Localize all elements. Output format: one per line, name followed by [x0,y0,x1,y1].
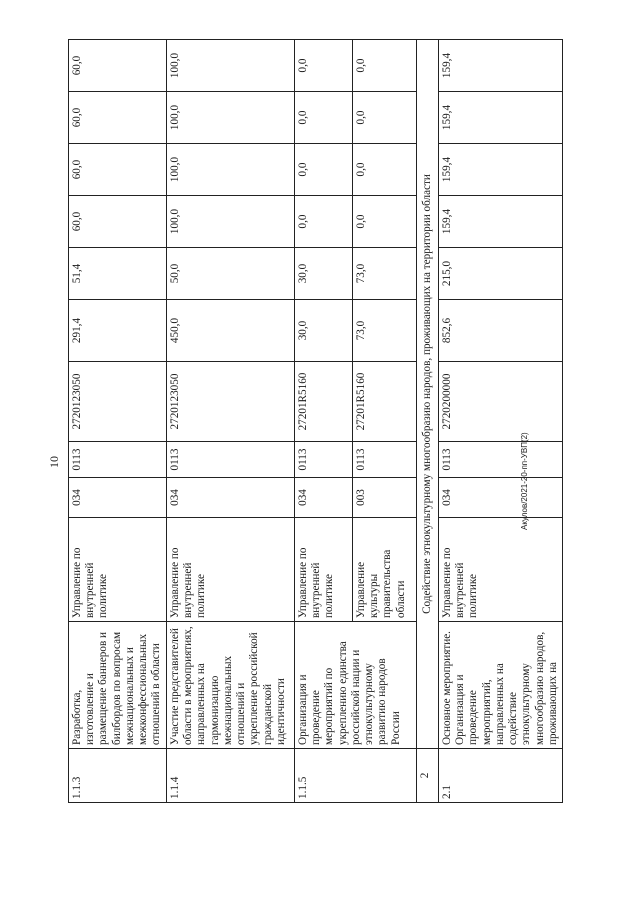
row-2025: 60,0 [69,40,167,92]
table-row [167,40,295,803]
row-2024: 0,0 [353,92,417,144]
page-number: 10 [47,456,61,468]
row-rz: 0113 [295,442,353,478]
row-csr: 2720123050 [69,362,167,442]
row-2022: 100,0 [167,196,295,248]
row-grbs: 034 [69,478,167,518]
row-2023: 60,0 [69,144,167,196]
row-2023: 0,0 [295,144,353,196]
table-row [69,40,167,803]
footer-code: Акулов/2021-20-пп-УВП(2) [520,432,529,530]
row-rz: 0113 [353,442,417,478]
row-total: 450,0 [167,300,295,362]
row-rz: 0113 [439,442,563,478]
row-rz: 0113 [69,442,167,478]
row-csr: 27201R5160 [295,362,353,442]
row-2022: 159,4 [439,196,563,248]
row-2021: 50,0 [167,248,295,300]
row-rz: 0113 [167,442,295,478]
row-total: 291,4 [69,300,167,362]
row-2022: 0,0 [353,196,417,248]
row-2025: 0,0 [353,40,417,92]
row-2023: 100,0 [167,144,295,196]
row-executor: Управление по внутренней политике [295,518,353,622]
section-title: Содействие этнокультурному многообразию народов, проживающих на территории области [417,40,439,749]
row-2021: 30,0 [295,248,353,300]
row-2021: 215,0 [439,248,563,300]
row-2023: 0,0 [353,144,417,196]
row-2025: 100,0 [167,40,295,92]
row-grbs: 034 [439,478,563,518]
row-number: 1.1.3 [69,749,167,803]
table-row [439,40,563,803]
row-2022: 0,0 [295,196,353,248]
row-executor: Управление культуры правительства области [353,518,417,622]
row-grbs: 034 [295,478,353,518]
row-2024: 100,0 [167,92,295,144]
row-name: Основное мероприятие. Организация и проведение мероприятий, направленных на содействие этнокультурному многообразию народов, проживающих на [439,622,563,749]
row-2021: 51,4 [69,248,167,300]
row-csr: 27201R5160 [353,362,417,442]
row-name: Разработка, изготовление и размещение баннеров и билбордов по вопросам межнациональных и межконфессиональных отношений в области [69,622,167,749]
row-2021: 73,0 [353,248,417,300]
row-2023: 159,4 [439,144,563,196]
row-2025: 0,0 [295,40,353,92]
row-name: Участие представителей области в мероприятиях, направленных на гармонизацию межнациональных отношений и укрепление российской гражданской идентичности [167,622,295,749]
row-2024: 159,4 [439,92,563,144]
table-row [295,40,353,803]
row-executor: Управление по внутренней политике [439,518,563,622]
row-grbs: 003 [353,478,417,518]
section-row [417,40,439,803]
row-2022: 60,0 [69,196,167,248]
row-grbs: 034 [167,478,295,518]
row-2025: 159,4 [439,40,563,92]
row-total: 73,0 [353,300,417,362]
row-total: 852,6 [439,300,563,362]
row-csr: 2720123050 [167,362,295,442]
row-number: 2.1 [439,749,563,803]
row-total: 30,0 [295,300,353,362]
row-2024: 0,0 [295,92,353,144]
row-number: 1.1.4 [167,749,295,803]
program-table [68,40,559,803]
row-2024: 60,0 [69,92,167,144]
row-csr: 2720200000 [439,362,563,442]
section-number: 2 [417,749,439,803]
row-number: 1.1.5 [295,749,417,803]
row-executor: Управление по внутренней политике [69,518,167,622]
row-executor: Управление по внутренней политике [167,518,295,622]
row-name: Организация и проведение мероприятий по укреплению единства российской нации и этнокультурному развитию народов России [295,622,417,749]
